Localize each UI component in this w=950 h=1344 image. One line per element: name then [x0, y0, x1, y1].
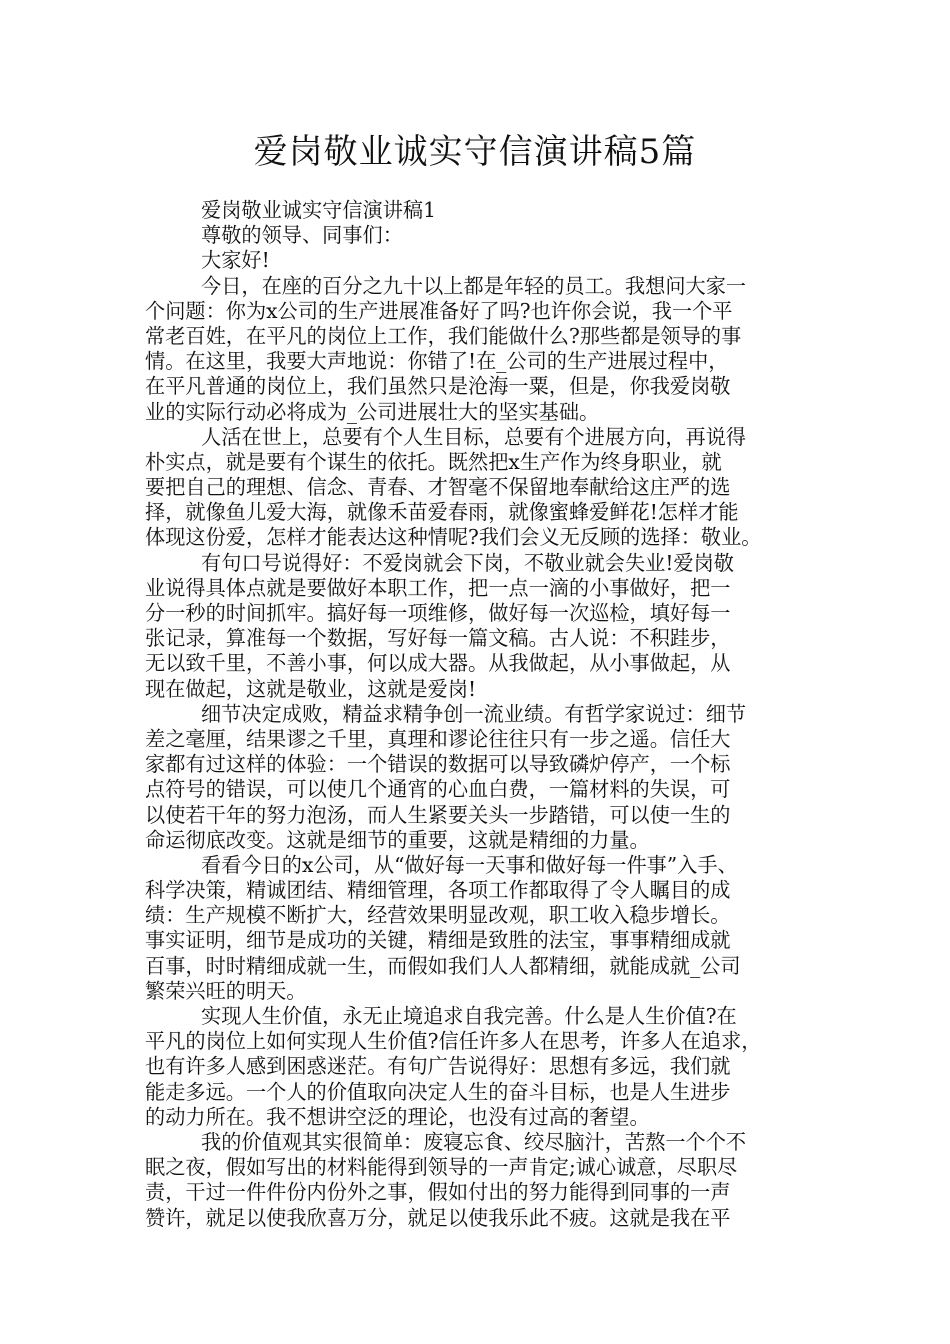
text-line: 平凡的岗位上如何实现人生价值?信任许多人在思考，许多人在追求，	[145, 1029, 762, 1054]
text-line: 事实证明，细节是成功的关键，精细是致胜的法宝，事事精细成就	[145, 928, 731, 953]
text-line: 尊敬的领导、同事们：	[201, 223, 403, 248]
text-line: 差之毫厘，结果谬之千里，真理和谬论往往只有一步之遥。信任大	[145, 726, 731, 751]
text-line: 看看今日的x公司，从“做好每一天事和做好每一件事”入手、	[201, 852, 738, 877]
text-line: 家都有过这样的体验：一个错误的数据可以导致磷炉停产，一个标	[145, 752, 731, 777]
text-line: 我的价值观其实很简单：废寝忘食、绞尽脑汁，苦熬一个个不	[201, 1129, 747, 1154]
text-line: 点符号的错误，可以使几个通宵的心血白费，一篇材料的失误，可	[145, 777, 731, 802]
text-line: 朴实点，就是要有个谋生的依托。既然把x生产作为终身职业，就	[145, 449, 722, 474]
text-line: 能走多远。一个人的价值取向决定人生的奋斗目标，也是人生进步	[145, 1079, 731, 1104]
text-line: 眠之夜，假如写出的材料能得到领导的一声肯定;诚心诚意，尽职尽	[145, 1155, 738, 1180]
text-line: 业说得具体点就是要做好本职工作，把一点一滴的小事做好，把一	[145, 575, 731, 600]
text-line: 业的实际行动必将成为_公司进展壮大的坚实基础。	[145, 399, 600, 424]
text-line: 在平凡普通的岗位上，我们虽然只是沧海一粟，但是，你我爱岗敬	[145, 374, 731, 399]
text-line: 科学决策，精诚团结、精细管理，各项工作都取得了令人瞩目的成	[145, 878, 731, 903]
text-line: 张记录，算准每一个数据，写好每一篇文稿。古人说：不积跬步，	[145, 626, 731, 651]
text-line: 大家好!	[201, 248, 270, 273]
text-line: 百事，时时精细成就一生，而假如我们人人都精细，就能成就_公司	[145, 953, 741, 978]
text-line: 个问题：你为x公司的生产进展准备好了吗?也许你会说，我一个平	[145, 298, 733, 323]
text-line: 人活在世上，总要有个人生目标，总要有个进展方向，再说得	[201, 424, 747, 449]
text-line: 要把自己的理想、信念、青春、才智毫不保留地奉献给这庄严的选	[145, 475, 731, 500]
text-line: 也有许多人感到困惑迷茫。有句广告说得好：思想有多远，我们就	[145, 1054, 731, 1079]
text-line: 体现这份爱，怎样才能表达这种情呢?我们会义无反顾的选择：敬业。	[145, 525, 762, 550]
text-line: 绩：生产规模不断扩大，经营效果明显改观，职工收入稳步增长。	[145, 903, 731, 928]
text-line: 现在做起，这就是敬业，这就是爱岗!	[145, 676, 477, 701]
document-title: 爱岗敬业诚实守信演讲稿5篇	[253, 132, 697, 172]
text-line: 繁荣兴旺的明天。	[145, 978, 307, 1003]
text-line: 实现人生价值，永无止境追求自我完善。什么是人生价值?在	[201, 1004, 737, 1028]
text-line: 情。在这里，我要大声地说：你错了!在_公司的生产进展过程中，	[145, 349, 729, 374]
text-line: 细节决定成败，精益求精争创一流业绩。有哲学家说过：细节	[201, 701, 747, 726]
text-line: 择，就像鱼儿爱大海，就像禾苗爱春雨，就像蜜蜂爱鲜花!怎样才能	[145, 500, 739, 525]
text-line: 命运彻底改变。这就是细节的重要，这就是精细的力量。	[145, 827, 650, 852]
text-line: 有句口号说得好：不爱岗就会下岗，不敬业就会失业!爱岗敬	[201, 550, 734, 575]
text-line: 分一秒的时间抓牢。搞好每一项维修，做好每一次巡检，填好每一	[145, 601, 731, 625]
text-line: 责，干过一件件份内份外之事，假如付出的努力能得到同事的一声	[145, 1180, 731, 1205]
text-line: 常老百姓，在平凡的岗位上工作，我们能做什么?那些都是领导的事	[145, 323, 742, 348]
text-line: 赞许，就足以使我欣喜万分，就足以使我乐此不疲。这就是我在平	[145, 1205, 731, 1230]
document-body	[145, 198, 810, 1231]
text-line: 以使若干年的努力泡汤，而人生紧要关头一步踏错，可以使一生的	[145, 802, 731, 827]
text-line: 爱岗敬业诚实守信演讲稿1	[201, 198, 436, 222]
text-line: 今日，在座的百分之九十以上都是年轻的员工。我想问大家一	[201, 273, 747, 298]
text-line: 的动力所在。我不想讲空泛的理论，也没有过高的奢望。	[145, 1104, 650, 1129]
text-line: 无以致千里，不善小事，何以成大器。从我做起，从小事做起，从	[145, 651, 731, 676]
